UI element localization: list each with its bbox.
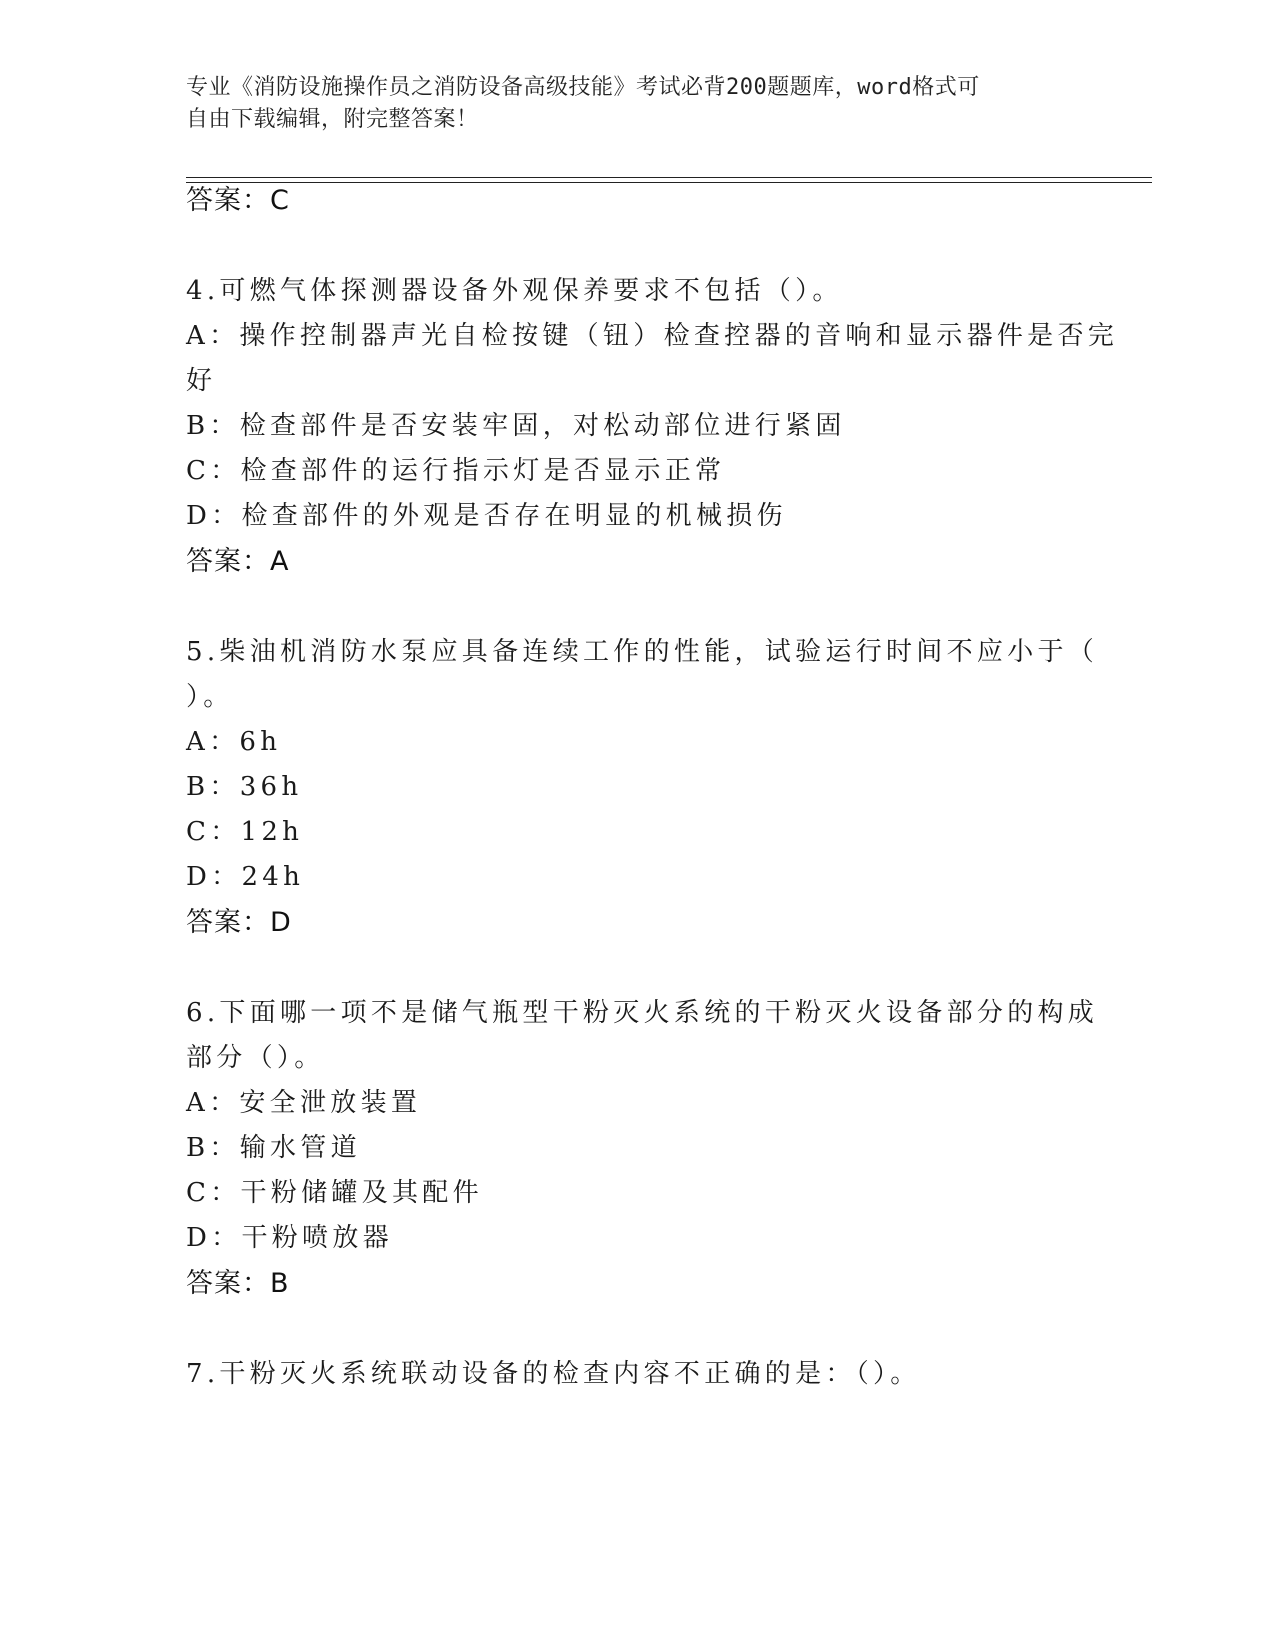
question-4 (186, 269, 1119, 584)
option-b: B：输水管道 (186, 1133, 361, 1163)
spacer (186, 223, 1086, 269)
question-6 (186, 991, 1099, 1306)
question-content (186, 178, 1119, 1397)
option-c: C：12h (186, 817, 304, 847)
answer-q3: 答案：C (186, 185, 290, 216)
option-a-continued: 好 (186, 366, 217, 396)
option-a: A：6h (186, 727, 282, 757)
question-stem: 5.柴油机消防水泵应具备连续工作的性能，试验运行时间不应小于（ (186, 637, 1099, 667)
answer-q5: 答案：D (186, 907, 292, 938)
answer-q6: 答案：B (186, 1268, 290, 1299)
spacer (186, 945, 1086, 991)
option-c: C：干粉储罐及其配件 (186, 1178, 483, 1208)
option-a: A：操作控制器声光自检按键（钮）检查控器的音响和显示器件是否完 (186, 321, 1119, 351)
question-stem: 7.干粉灭火系统联动设备的检查内容不正确的是：（）。 (186, 1359, 921, 1389)
option-b: B：检查部件是否安装牢固，对松动部位进行紧固 (186, 411, 846, 441)
header-line-2: 自由下载编辑，附完整答案！ (186, 107, 479, 132)
question-stem-continued: ）。 (186, 682, 234, 712)
option-a: A：安全泄放装置 (186, 1088, 422, 1118)
option-d: D：24h (186, 862, 305, 892)
question-5 (186, 630, 1099, 945)
spacer (186, 1306, 1086, 1352)
question-stem: 4.可燃气体探测器设备外观保养要求不包括（）。 (186, 276, 843, 306)
answer-q4: 答案：A (186, 546, 290, 577)
option-b: B：36h (186, 772, 303, 802)
option-c: C：检查部件的运行指示灯是否显示正常 (186, 456, 726, 486)
question-stem-continued: 部分（）。 (186, 1043, 325, 1073)
document-header (186, 72, 1066, 136)
spacer (186, 584, 1086, 630)
option-d: D：干粉喷放器 (186, 1223, 393, 1253)
header-line-1: 专业《消防设施操作员之消防设备高级技能》考试必背200题题库，word格式可 (186, 75, 980, 100)
question-stem: 6.下面哪一项不是储气瓶型干粉灭火系统的干粉灭火设备部分的构成 (186, 998, 1099, 1028)
option-d: D：检查部件的外观是否存在明显的机械损伤 (186, 501, 787, 531)
question-7 (186, 1352, 1086, 1397)
